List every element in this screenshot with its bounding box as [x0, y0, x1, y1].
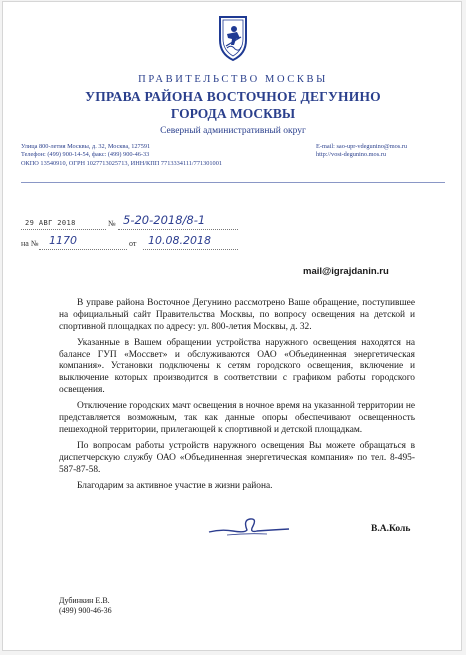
letterhead-codes: ОКПО 13540910, ОГРН 1027713025713, ИНН/КПП 7713334111/771301001: [21, 159, 223, 167]
letter-page: [2, 1, 462, 651]
uprava-title: УПРАВА РАЙОНА ВОСТОЧНОЕ ДЕГУНИНО: [85, 89, 381, 104]
from-underline: [143, 249, 238, 250]
body-paragraph: Благодарим за активное участие в жизни района.: [77, 481, 273, 492]
registration-stamp-date: 29 АВГ 2018: [25, 219, 76, 227]
letterhead-address-block: [21, 143, 222, 168]
letterhead-phone-fax: Телефон: (499) 900-14-54, факс: (499) 900-46-33: [21, 151, 150, 159]
body-paragraph: В управе района Восточное Дегунино рассмотрено Ваше обращение, поступившее на официальный сайт Правительства Москвы, по вопросу освещения на детской и спортивной площадках по адресу: ул. 800-летия Москвы, д. 32.: [59, 298, 415, 332]
number-underline: [118, 229, 238, 230]
ref-number: 1170: [49, 234, 77, 247]
body-paragraph: По вопросам работы устройств наружного освещения Вы можете обращаться в диспетчерскую службу ОАО «Объединенная энергетическая компания» по тел. 8-495-587-87-58.: [59, 441, 415, 475]
from-label: от: [129, 239, 137, 248]
body-paragraph: Указанные в Вашем обращении устройства наружного освещения находятся на балансе ГУП «Моссвет» и обслуживаются ОАО «Объединенная энергетическая компания». Установки подключены к сетям городского освещения, включение и выключение которых производится в соответствии с графиком работы городского освещения.: [59, 337, 415, 396]
okrug-subtitle: Северный административный округ: [160, 126, 306, 136]
coat-of-arms-icon: [215, 14, 251, 62]
letterhead-divider: [21, 182, 445, 183]
executor-block: [59, 596, 112, 616]
ref-underline: [39, 249, 127, 250]
ref-label: на №: [21, 239, 39, 248]
number-sign: №: [108, 219, 116, 228]
city-title: ГОРОДА МОСКВЫ: [170, 106, 296, 121]
letterhead-address: Улица 800-летия Москвы, д. 32, Москва, 127591: [21, 143, 151, 150]
from-date: 10.08.2018: [148, 234, 211, 247]
executor-phone: (499) 900-46-36: [59, 606, 112, 616]
executor-name: Дубинкин Е.В.: [59, 596, 110, 605]
date-underline: [21, 229, 106, 230]
handwritten-signature: [207, 514, 291, 540]
letterhead-website: http://vost-degunino.mos.ru: [316, 151, 386, 159]
government-title: ПРАВИТЕЛЬСТВО МОСКВЫ: [138, 74, 328, 85]
letterhead-email: E-mail: sao-upr-vdegunino@mos.ru: [316, 143, 408, 150]
outgoing-number: 5-20-2018/8-1: [123, 213, 206, 227]
recipient-email: mail@igrajdanin.ru: [303, 266, 389, 277]
letterhead-contact-block: [316, 143, 407, 160]
signer-name: В.А.Коль: [371, 524, 411, 534]
letter-body: [59, 298, 415, 497]
body-paragraph: Отключение городских мачт освещения в ночное время на указанной территории не представляется возможным, так как данные опоры обеспечивают освещенность пешеходной территории, прилегающей к спортивной и детской площадкам.: [59, 401, 415, 435]
